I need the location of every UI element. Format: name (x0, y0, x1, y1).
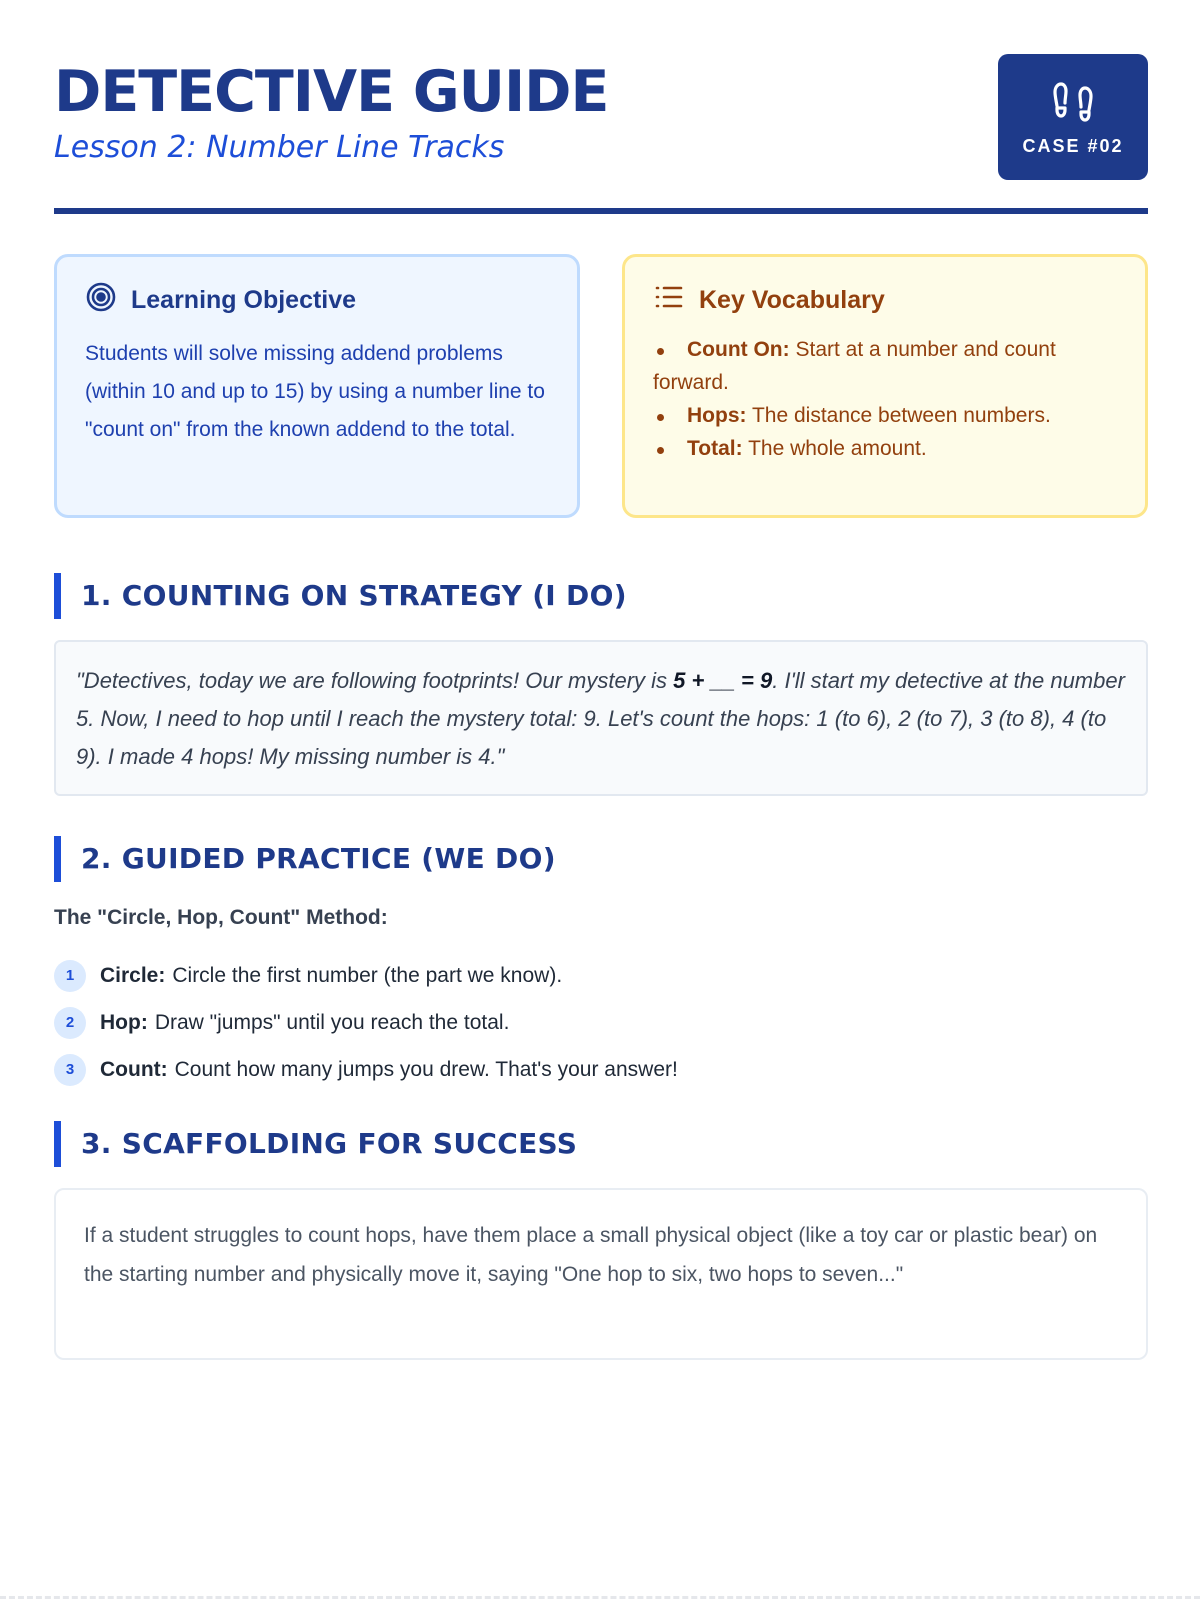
objective-heading-label: Learning Objective (131, 285, 357, 314)
learning-objective-card (54, 254, 580, 518)
vocabulary-list (653, 333, 1117, 465)
step-number-badge: 2 (54, 1007, 86, 1039)
objective-heading (85, 283, 549, 317)
vocabulary-item (653, 333, 1117, 399)
quote-text-end: . I'll start my detective at the number 5. Now, I need to hop until I reach the mystery total: 9. Let's count the hops: 1 (to 6), 2 (to 7), 3 (to 8), 4 (to 9). I made 4 hops! My missing number is 4." (76, 668, 1125, 769)
vocabulary-term: Count On: (687, 338, 790, 361)
scaffolding-tip: If a student struggles to count hops, have them place a small physical object (like a toy car or plastic bear) on the starting number and physically move it, saying "One hop to six, two hops to seven..." (54, 1188, 1148, 1360)
step-term: Circle: (100, 963, 166, 987)
lesson-page (54, 0, 1148, 1286)
step-term: Hop: (100, 1010, 148, 1034)
vocabulary-item (653, 432, 1117, 465)
teacher-script-quote (54, 640, 1148, 796)
case-badge (998, 54, 1148, 180)
quote-text-start: "Detectives, today we are following footprints! Our mystery is (76, 668, 674, 693)
step-text: Count how many jumps you drew. That's your answer! (174, 1057, 678, 1081)
case-number: CASE #02 (1022, 136, 1124, 156)
key-vocabulary-card (622, 254, 1148, 518)
method-title: The "Circle, Hop, Count" Method: (54, 906, 388, 929)
section-heading-counting-on: 1. COUNTING ON STRATEGY (I DO) (54, 573, 627, 619)
section-heading-scaffolding: 3. SCAFFOLDING FOR SUCCESS (54, 1121, 577, 1167)
vocabulary-term: Total: (687, 437, 743, 460)
method-step (54, 952, 678, 999)
method-step (54, 1046, 678, 1093)
target-icon (85, 281, 117, 320)
step-term: Count: (100, 1057, 168, 1081)
vocabulary-definition: The whole amount. (742, 437, 927, 460)
section-heading-guided-practice: 2. GUIDED PRACTICE (WE DO) (54, 836, 556, 882)
step-text: Draw "jumps" until you reach the total. (154, 1010, 510, 1034)
page-subtitle: Lesson 2: Number Line Tracks (54, 130, 505, 165)
vocabulary-term: Hops: (687, 404, 747, 427)
vocabulary-definition: Start at a number and count forward. (653, 338, 1056, 394)
method-steps (54, 952, 678, 1093)
page-title: DETECTIVE GUIDE (54, 59, 609, 125)
page-bottom-divider (0, 1596, 1200, 1599)
vocabulary-item (653, 399, 1117, 432)
list-icon (653, 281, 685, 320)
page-header (54, 0, 1148, 214)
vocabulary-heading-label: Key Vocabulary (699, 285, 885, 314)
quote-equation: 5 + __ = 9 (673, 668, 773, 693)
vocabulary-definition: The distance between numbers. (746, 404, 1051, 427)
method-step (54, 999, 678, 1046)
header-divider (54, 208, 1148, 214)
vocabulary-heading (653, 283, 1117, 317)
objective-text: Students will solve missing addend problems (within 10 and up to 15) by using a number line to "count on" from the known addend to the total. (85, 342, 545, 441)
step-number-badge: 3 (54, 1054, 86, 1086)
footprints-icon (1049, 76, 1097, 129)
step-text: Circle the first number (the part we know). (172, 963, 563, 987)
step-number-badge: 1 (54, 960, 86, 992)
